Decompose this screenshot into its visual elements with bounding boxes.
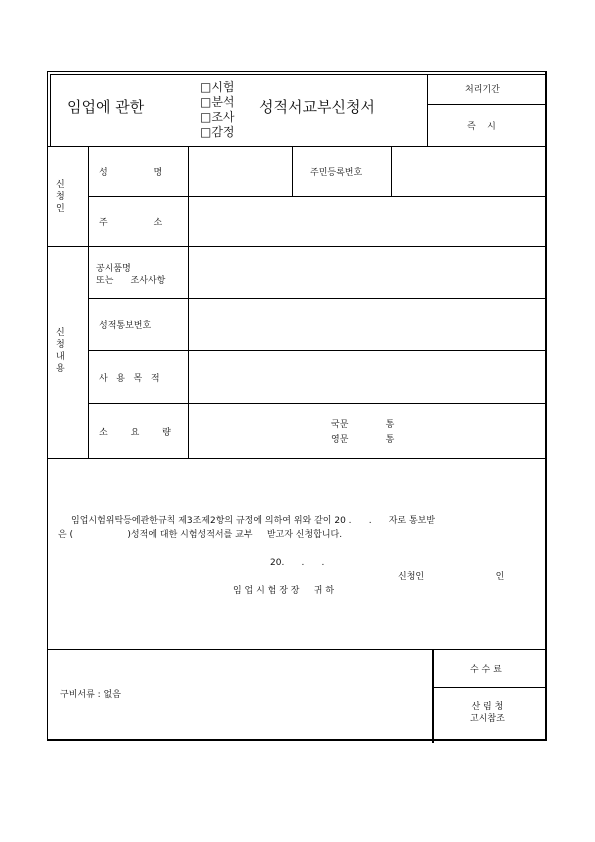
- processing-period-label: 처리기간: [465, 85, 500, 95]
- address-label: 주 소: [99, 218, 163, 228]
- purpose-label: 사 용 목 적: [99, 374, 160, 384]
- request-row-2: [88, 350, 547, 351]
- request-row-1: [88, 298, 547, 299]
- addressee: 임 업 시 험 장 장 귀 하: [233, 586, 335, 596]
- address-field[interactable]: [190, 198, 543, 244]
- quantity-label: 소 요 량: [99, 428, 171, 438]
- frame-right: [545, 71, 547, 741]
- applicant-section-bottom: [47, 246, 547, 247]
- resident-number-label: 주민등록번호: [310, 168, 363, 178]
- resident-number-field[interactable]: [393, 148, 543, 194]
- header-inner-top: [50, 74, 547, 75]
- resident-label-right: [391, 146, 392, 196]
- value-col-divider: [188, 146, 189, 459]
- fee-label: 수 수 료: [470, 665, 502, 675]
- statement-line-1: 임업시험위탁등에관한규칙 제3조제2항의 규정에 의하여 위와 같이 20 . . 자로 통보받: [71, 516, 436, 526]
- frame-left: [47, 71, 48, 741]
- fee-value: 산 림 청 고시참조: [470, 702, 505, 724]
- request-section-label: 신 청 내 용: [56, 328, 65, 374]
- english-copies[interactable]: 영문 통: [331, 435, 395, 445]
- applicant-row-divider: [88, 196, 547, 197]
- checkbox-analysis[interactable]: □분석: [200, 95, 235, 109]
- processing-box-mid: [427, 104, 547, 105]
- form-type-checkboxes: [200, 80, 252, 142]
- applicant-section-label: 신 청 인: [56, 180, 65, 214]
- header-inner-left: [50, 74, 51, 146]
- checkbox-survey[interactable]: □조사: [200, 110, 235, 124]
- request-section-bottom: [47, 458, 547, 459]
- item-label: 공시품명 또는 조사사항: [96, 264, 166, 286]
- form-title-left: 임업에 관한: [67, 98, 145, 116]
- frame-bottom: [47, 739, 547, 741]
- korean-copies[interactable]: 국문 통: [331, 420, 395, 430]
- checkbox-test[interactable]: □시험: [200, 80, 235, 94]
- name-field[interactable]: [190, 148, 290, 194]
- form-title-right: 성적서교부신청서: [259, 98, 375, 116]
- frame-top: [47, 71, 547, 72]
- processing-period-value: 즉 시: [467, 122, 496, 132]
- purpose-field[interactable]: [190, 352, 543, 401]
- label-col-divider: [88, 146, 89, 459]
- fee-box-mid: [432, 687, 547, 688]
- report-number-field[interactable]: [190, 300, 543, 348]
- applicant-signature[interactable]: 신청인 인: [398, 572, 505, 582]
- header-bottom: [47, 146, 547, 147]
- checkbox-appraisal[interactable]: □감정: [200, 125, 235, 139]
- statement-line-2: 은 ( )성적에 대한 시험성적서를 교부 받고자 신청합니다.: [58, 530, 343, 540]
- request-row-3: [88, 403, 547, 404]
- footer-top: [47, 649, 547, 650]
- item-field[interactable]: [190, 248, 543, 296]
- name-label: 성 명: [99, 168, 163, 178]
- application-date[interactable]: 20. . .: [270, 558, 325, 568]
- processing-box-left: [427, 74, 428, 146]
- resident-label-left: [292, 146, 293, 196]
- required-documents: 구비서류 : 없음: [60, 690, 121, 700]
- fee-box-left: [432, 649, 434, 743]
- report-number-label: 성적통보번호: [99, 321, 152, 331]
